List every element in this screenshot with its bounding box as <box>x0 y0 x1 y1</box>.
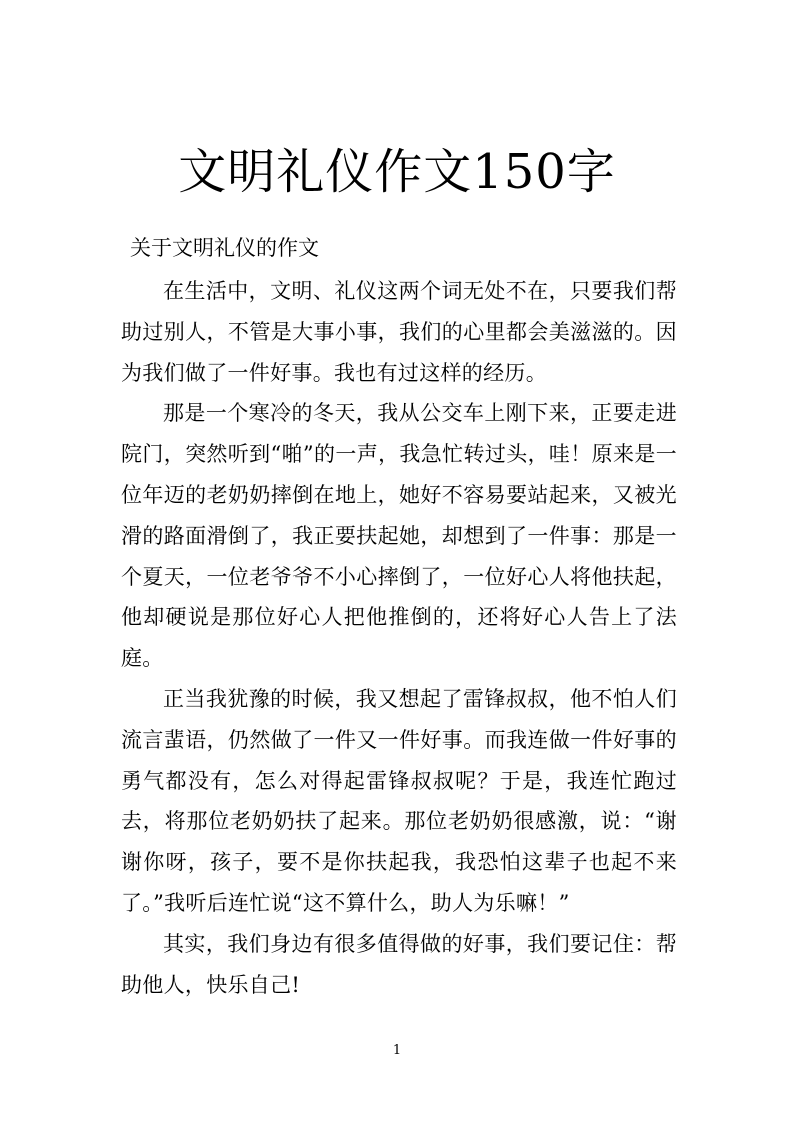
paragraph: 那是一个寒冷的冬天，我从公交车上刚下来，正要走进院门，突然听到“啪”的一声，我急忙转过头，哇！原来是一位年迈的老奶奶摔倒在地上，她好不容易要站起来，又被光滑的路面滑倒了，我正要扶起她，却想到了一件事：那是一个夏天，一位老爷爷不小心摔倒了，一位好心人将他扶起，他却硬说是那位好心人把他推倒的，还将好心人告上了法庭。 <box>121 401 677 671</box>
paragraph: 正当我犹豫的时候，我又想起了雷锋叔叔，他不怕人们流言蜚语，仍然做了一件又一件好事。而我连做一件好事的勇气都没有，怎么对得起雷锋叔叔呢？于是，我连忙跑过去，将那位老奶奶扶了起来。那位老奶奶很感激，说：“谢谢你呀，孩子，要不是你扶起我，我恐怕这辈子也起不来了。”我听后连忙说“这不算什么，助人为乐嘛！” <box>121 686 677 915</box>
document-title: 文明礼仪作文150字 <box>178 144 616 200</box>
document-body <box>121 271 677 1005</box>
paragraph: 其实，我们身边有很多值得做的好事，我们要记住：帮助他人，快乐自己! <box>121 931 677 997</box>
document-subtitle: 关于文明礼仪的作文 <box>130 236 319 260</box>
paragraph: 在生活中，文明、礼仪这两个词无处不在，只要我们帮助过别人，不管是大事小事，我们的心里都会美滋滋的。因为我们做了一件好事。我也有过这样的经历。 <box>121 279 677 385</box>
page-number: 1 <box>392 1043 402 1058</box>
